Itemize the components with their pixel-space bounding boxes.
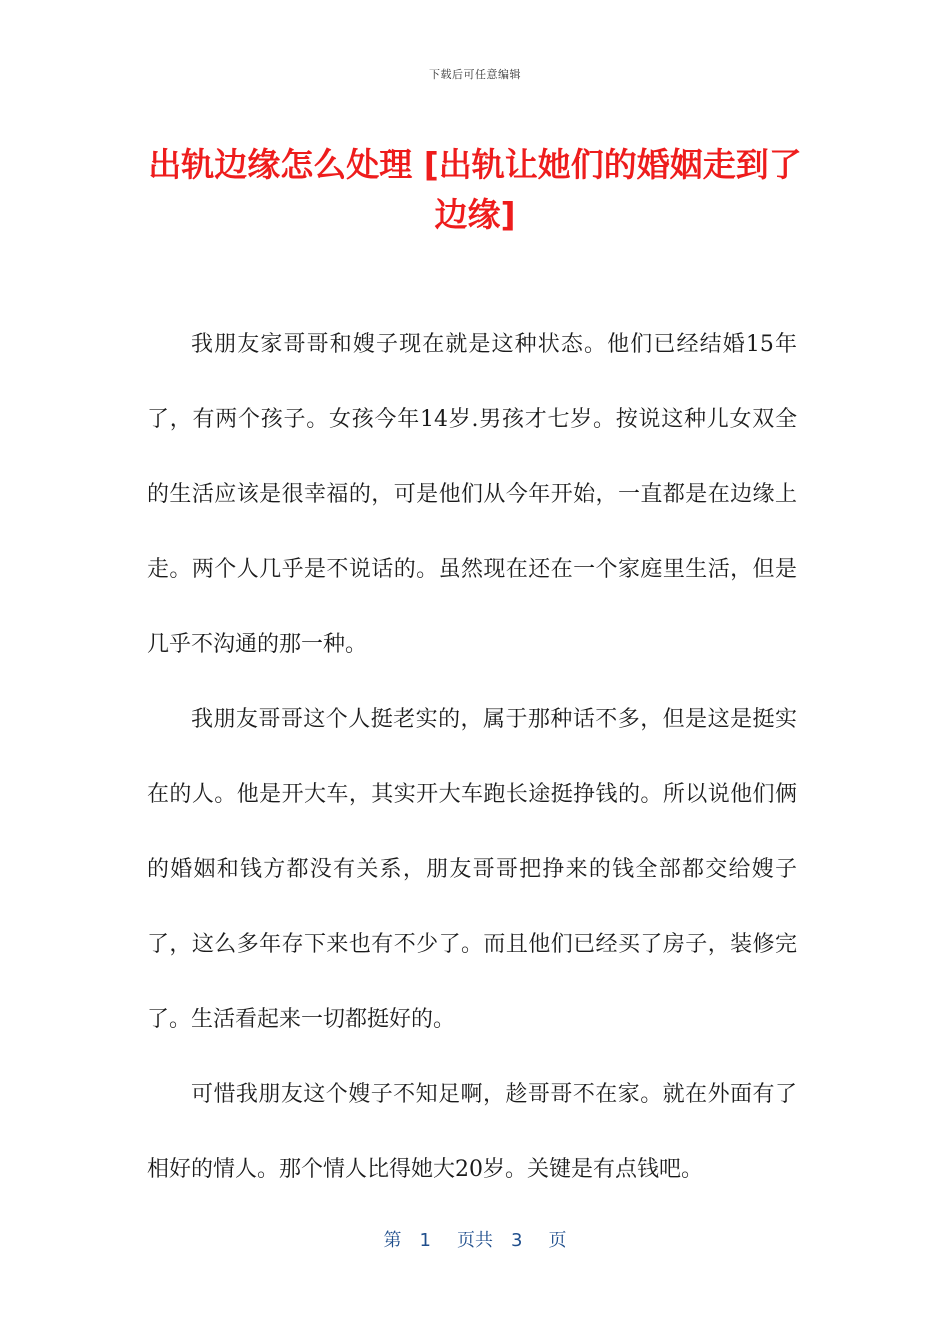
document-body	[147, 307, 797, 1207]
document-title: 出轨边缘怎么处理 [出轨让她们的婚姻走到了边缘]	[148, 145, 802, 234]
page-total: 3	[511, 1230, 523, 1251]
page-footer	[0, 1226, 950, 1252]
page-header: 下载后可任意编辑	[429, 68, 521, 81]
paragraph: 可惜我朋友这个嫂子不知足啊，趁哥哥不在家。就在外面有了相好的情人。那个情人比得她大20岁。关键是有点钱吧。	[147, 1082, 797, 1182]
page-current: 1	[419, 1230, 431, 1251]
paragraph: 我朋友哥哥这个人挺老实的，属于那种话不多，但是这是挺实在的人。他是开大车，其实开大车跑长途挺挣钱的。所以说他们俩的婚姻和钱方都没有关系，朋友哥哥把挣来的钱全部都交给嫂子了，这么多年存下来也有不少了。而且他们已经买了房子，装修完了。生活看起来一切都挺好的。	[147, 707, 797, 1032]
page-prefix: 第	[383, 1230, 402, 1251]
page-suffix: 页	[548, 1230, 567, 1251]
paragraph: 我朋友家哥哥和嫂子现在就是这种状态。他们已经结婚15年了，有两个孩子。女孩今年14岁.男孩才七岁。按说这种儿女双全的生活应该是很幸福的，可是他们从今年开始，一直都是在边缘上走。两个人几乎是不说话的。虽然现在还在一个家庭里生活，但是几乎不沟通的那一种。	[147, 332, 797, 657]
page-middle: 页共	[457, 1230, 493, 1251]
